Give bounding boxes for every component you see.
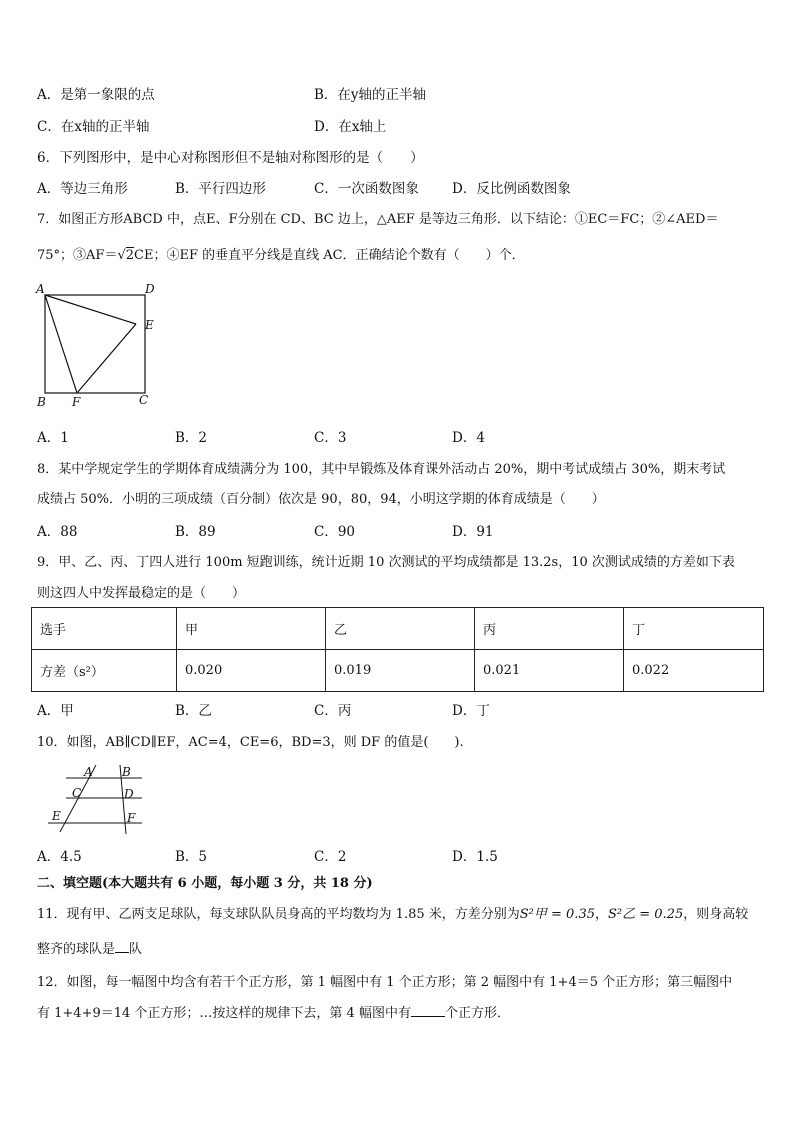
table-cell: 0.022 (624, 650, 764, 692)
q9-option-b: B．乙 (175, 703, 212, 719)
table-header-row (32, 608, 764, 650)
label-b: B (122, 765, 131, 779)
q7-stem-line1: 7．如图正方形ABCD 中，点E、F分别在 CD、BC 边上，△AEF 是等边三角形．以下结论：①EC＝FC；②∠AED＝ (37, 212, 719, 227)
variance-table (31, 607, 764, 692)
section-title: 二、填空题(本大题共有 6 小题，每小题 3 分，共 18 分) (37, 876, 373, 891)
label-d: D (124, 787, 134, 801)
table-cell: 0.020 (177, 650, 326, 692)
variance-jia: S²甲 = 0.35 (519, 907, 595, 922)
table-cell: 丙 (475, 608, 624, 650)
variance-yi: S²乙 = 0.25 (608, 907, 684, 922)
q8-stem-line1: 8．某中学规定学生的学期体育成绩满分为 100，其中早锻炼及体育课外活动占 20%，期中考试成绩占 30%，期末考试 (37, 462, 726, 477)
q10-option-b: B．5 (175, 849, 208, 865)
label-d: D (145, 282, 155, 296)
q11-stem-line1 (37, 903, 748, 922)
q7-option-a: A．1 (37, 430, 69, 446)
q11-stem-pre: 11．现有甲、乙两支足球队，每支球队队员身高的平均数均为 1.85 米，方差分别为 (37, 907, 520, 922)
q7-stem-line2-post: CE；④EF 的垂直平分线是直线 AC．正确结论个数有（ ）个． (134, 248, 525, 263)
q9-option-c: C．丙 (314, 703, 352, 719)
label-c: C (72, 786, 82, 800)
q7-option-b: B．2 (175, 430, 208, 446)
q9-option-a: A．甲 (37, 703, 74, 719)
q6-option-d: D．反比例函数图象 (452, 181, 571, 197)
q6-option-b: B．平行四边形 (175, 181, 266, 197)
q9-stem-line1: 9．甲、乙、丙、丁四人进行 100m 短跑训练，统计近期 10 次测试的平均成绩都是 13.2s，10 次测试成绩的方差如下表 (37, 555, 735, 570)
label-e: E (145, 318, 154, 332)
q10-option-a: A．4.5 (37, 849, 82, 865)
label-f: F (127, 811, 136, 825)
table-cell: 甲 (177, 608, 326, 650)
q5-option-d: D．在x轴上 (314, 119, 387, 135)
q8-option-c: C．90 (314, 524, 356, 540)
label-f: F (72, 395, 81, 409)
table-cell: 0.019 (326, 650, 475, 692)
q12-line2-pre: 有 1+4+9＝14 个正方形；…按这样的规律下去，第 4 幅图中有 (37, 1006, 411, 1021)
segment-af (45, 295, 77, 393)
q8-stem-line2: 成绩占 50%．小明的三项成绩（百分制）依次是 90，80，94，小明这学期的体育成绩是（ ） (37, 492, 605, 507)
q7-stem-line2-pre: 75°；③AF＝ (37, 248, 118, 263)
q12-line2-post: 个正方形． (444, 1006, 510, 1021)
sqrt-symbol: √ (117, 248, 126, 263)
label-e: E (52, 809, 61, 823)
q10-parallel-lines-figure (42, 762, 152, 838)
q7-option-c: C．3 (314, 430, 347, 446)
q7-square-figure (32, 280, 168, 410)
q11-line2-post: 队 (129, 942, 143, 957)
label-a: A (36, 282, 45, 296)
q5-option-a: A．是第一象限的点 (37, 87, 155, 103)
q7-option-d: D．4 (452, 430, 485, 446)
table-cell: 丁 (624, 608, 764, 650)
q5-option-c: C．在x轴的正半轴 (37, 119, 150, 135)
q11-stem-line2 (37, 938, 142, 957)
separator: ， (595, 907, 609, 922)
q10-option-d: D．1.5 (452, 849, 498, 865)
q10-option-c: C．2 (314, 849, 347, 865)
segment-ef (77, 324, 136, 393)
answer-blank[interactable] (115, 952, 129, 953)
table-cell: 乙 (326, 608, 475, 650)
q8-option-a: A．88 (37, 524, 78, 540)
q8-option-b: B．89 (175, 524, 216, 540)
q8-option-d: D．91 (452, 524, 494, 540)
label-b: B (37, 395, 46, 409)
q6-option-c: C．一次函数图象 (314, 181, 419, 197)
table-row (32, 650, 764, 692)
square-abcd (45, 295, 145, 393)
q6-stem: 6．下列图形中，是中心对称图形但不是轴对称图形的是（ ） (37, 150, 424, 166)
q5-option-b: B．在y轴的正半轴 (314, 87, 427, 103)
sqrt-radicand: 2 (125, 248, 135, 263)
label-c: C (139, 393, 149, 407)
q9-option-d: D．丁 (452, 703, 490, 719)
q9-stem-line2: 则这四人中发挥最稳定的是（ ） (37, 586, 246, 601)
q12-stem-line1: 12．如图，每一幅图中均含有若干个正方形，第 1 幅图中有 1 个正方形；第 2 幅图中有 1+4＝5 个正方形；第三幅图中 (37, 975, 733, 990)
q6-option-a: A．等边三角形 (37, 181, 128, 197)
q11-line2-pre: 整齐的球队是 (37, 942, 116, 957)
table-cell: 选手 (32, 608, 177, 650)
segment-ae (45, 295, 136, 324)
table-cell: 0.021 (475, 650, 624, 692)
answer-blank[interactable] (411, 1016, 445, 1017)
label-a: A (84, 765, 93, 779)
q12-stem-line2 (37, 1002, 510, 1021)
q11-stem-post: ，则身高较 (683, 907, 749, 922)
q7-stem-line2 (37, 244, 525, 263)
q10-stem: 10．如图，AB∥CD∥EF，AC=4，CE=6，BD=3，则 DF 的值是( ). (37, 735, 464, 750)
table-cell: 方差（s²） (32, 650, 177, 692)
